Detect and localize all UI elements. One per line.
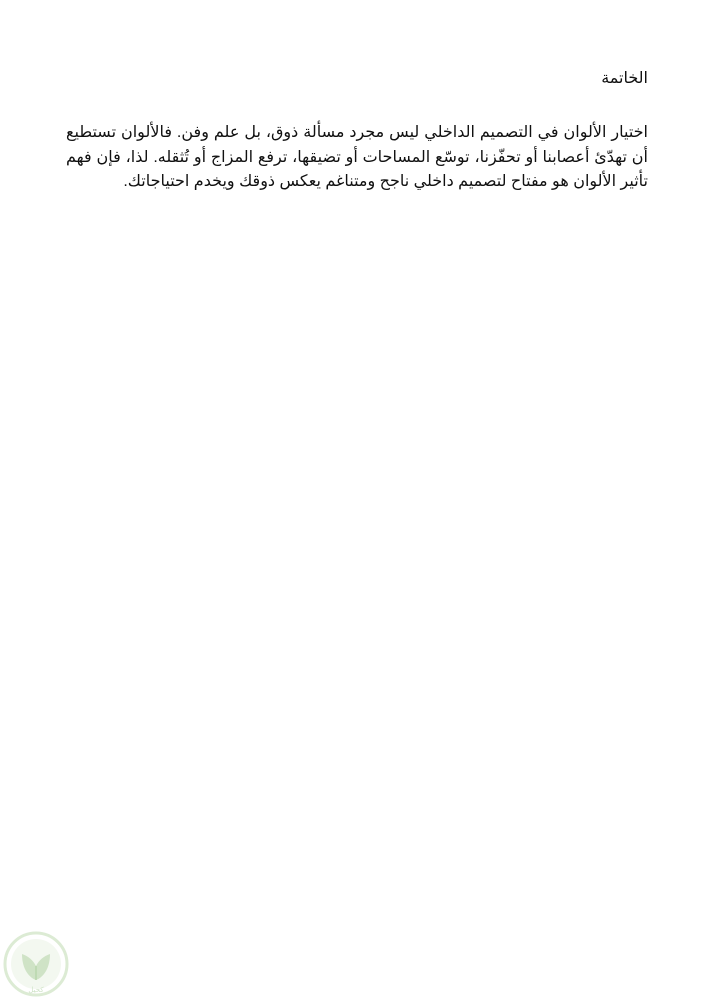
leaf-logo-icon: [2, 930, 70, 998]
section-heading: الخاتمة: [601, 70, 648, 87]
conclusion-paragraph: اختيار الألوان في التصميم الداخلي ليس مجرد مسألة ذوق، بل علم وفن. فالألوان تستطيع أن تهدّئ أعصابنا أو تحفّزنا، توسّع المساحات أو تضيقها، ترفع المزاج أو تُثقله. لذا، فإن فهم تأثير الألوان هو مفتاح لتصميم داخلي ناجح ومتناغم يعكس ذوقك ويخدم احتياجاتك.: [66, 124, 648, 190]
watermark-text: كحيل: [28, 986, 44, 994]
